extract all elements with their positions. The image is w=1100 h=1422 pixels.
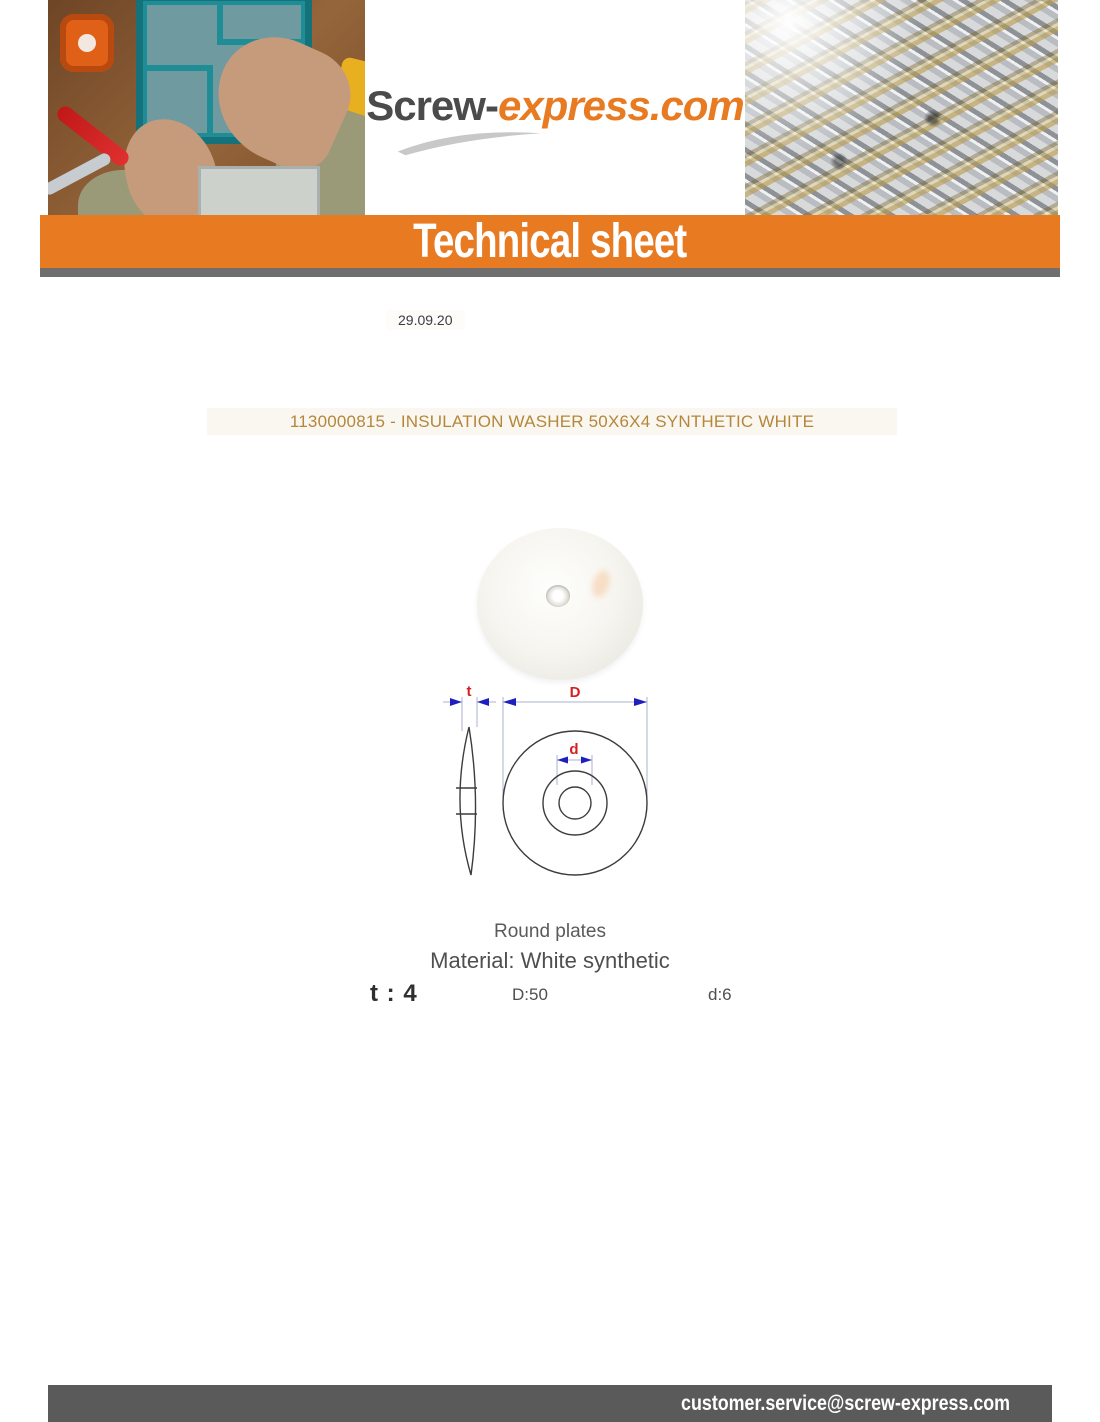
technical-sheet-banner xyxy=(40,215,1060,268)
logo-suffix: express.com xyxy=(497,82,744,129)
washer-hole xyxy=(546,585,570,607)
side-view-profile xyxy=(460,727,476,875)
dimension-labels xyxy=(467,685,581,758)
sheet-date: 29.09.20 xyxy=(386,310,465,330)
spec-hole-diameter: d:6 xyxy=(708,985,732,1004)
banner-underline xyxy=(40,268,1060,277)
label-d: d xyxy=(569,741,579,758)
washer-product-photo xyxy=(477,528,643,680)
washer-outlines xyxy=(456,727,647,875)
hole-circle xyxy=(559,787,591,819)
logo-prefix: Screw- xyxy=(366,82,498,129)
arrow-d-right xyxy=(581,757,592,764)
arrow-t-right xyxy=(477,698,489,706)
extension-lines xyxy=(443,697,647,805)
banner-title: Technical sheet xyxy=(413,215,687,268)
material-label: Material: White synthetic xyxy=(430,948,670,973)
tape-measure xyxy=(60,14,114,72)
screws-pile-photo xyxy=(745,0,1058,215)
product-type-label: Round plates xyxy=(494,921,606,942)
footer-email[interactable]: customer.service@screw-express.com xyxy=(681,1392,1010,1415)
arrow-t-left xyxy=(450,698,462,706)
spec-outer-diameter: D:50 xyxy=(512,985,548,1004)
label-D: D xyxy=(569,685,581,701)
dimension-arrows xyxy=(450,698,647,764)
footer-bar xyxy=(48,1385,1052,1422)
logo-swoosh-icon xyxy=(392,122,545,158)
washer-reflection xyxy=(589,568,613,600)
product-title: 1130000815 - INSULATION WASHER 50X6X4 SYNTHETIC WHITE xyxy=(289,411,815,431)
workshop-photo xyxy=(48,0,365,215)
product-title-band xyxy=(207,408,897,435)
arrow-d-left xyxy=(557,757,568,764)
arrow-D-left xyxy=(503,698,516,706)
dimension-diagram xyxy=(440,685,660,885)
middle-circle xyxy=(543,771,607,835)
spec-thickness: t : 4 xyxy=(370,980,418,1007)
label-t: t xyxy=(466,685,472,700)
screws-tray xyxy=(198,166,320,215)
logo-block xyxy=(365,0,745,215)
arrow-D-right xyxy=(634,698,647,706)
